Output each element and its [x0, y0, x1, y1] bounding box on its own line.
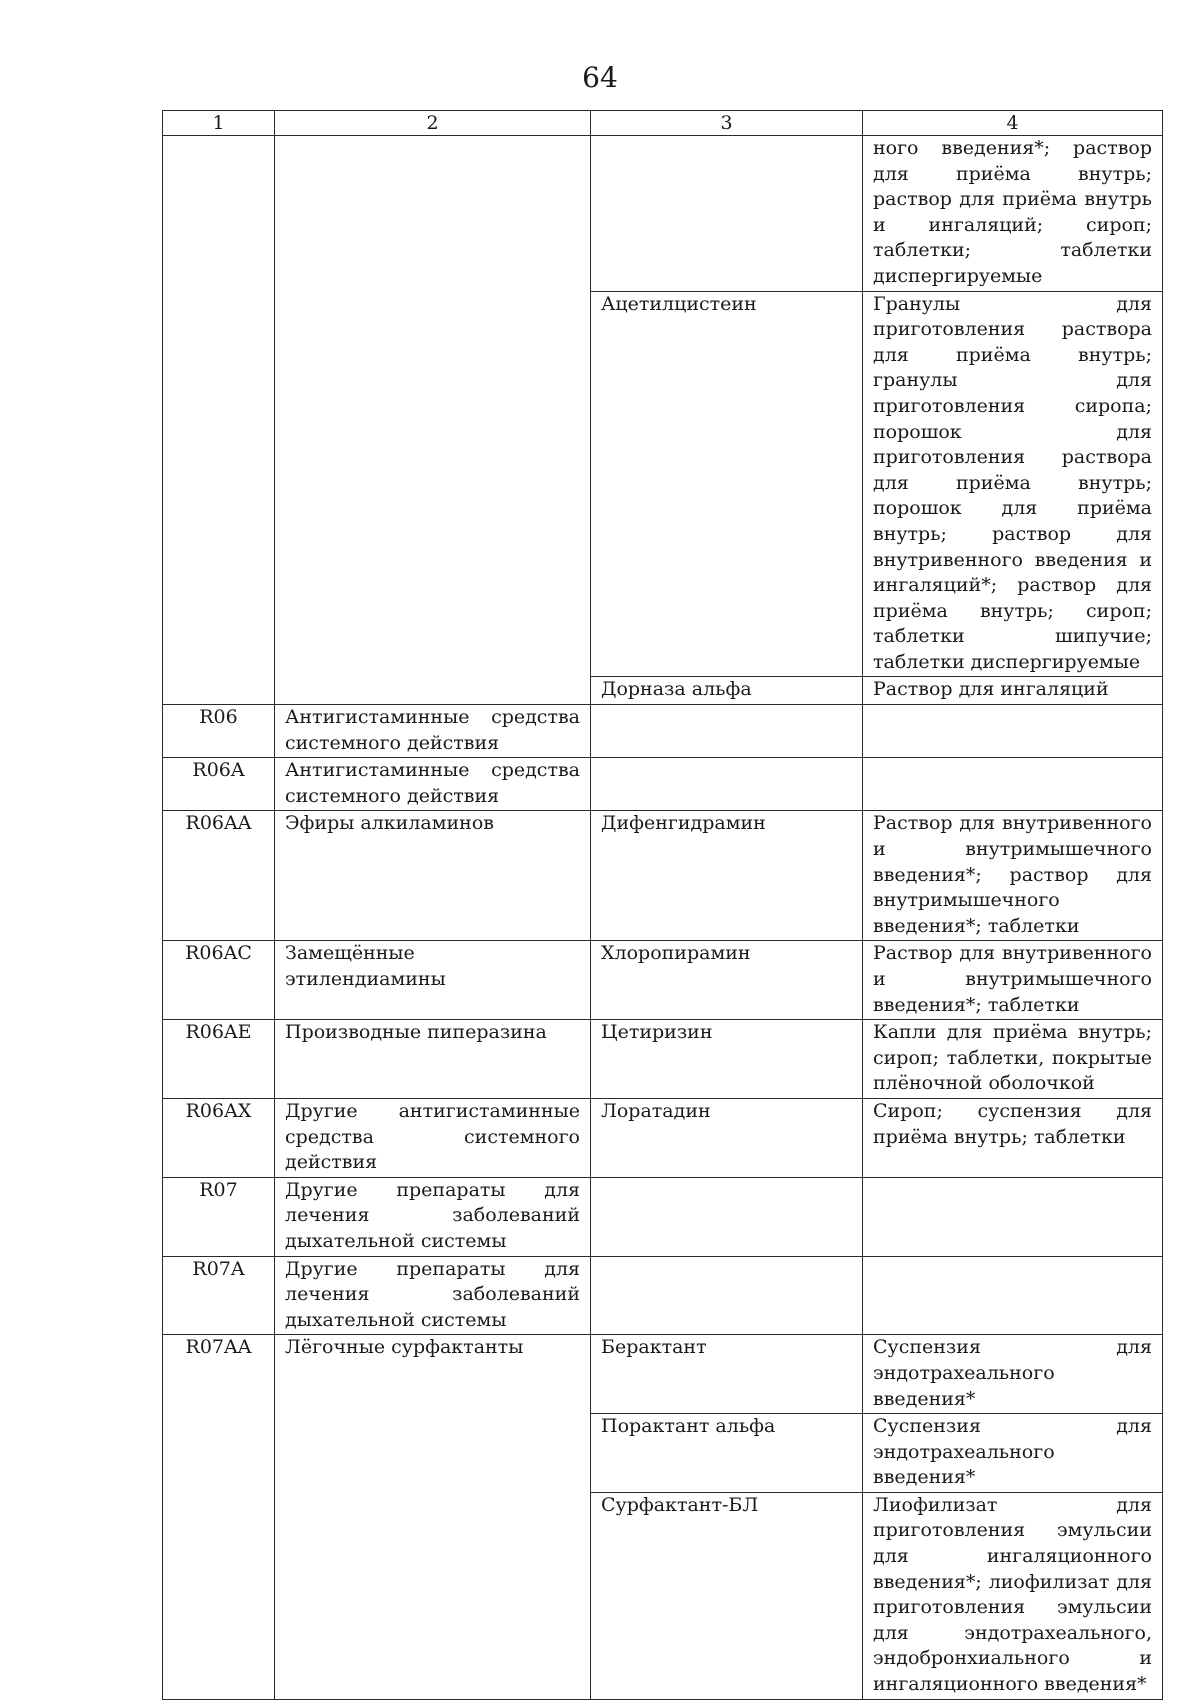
drug-name: Цетиризин — [591, 1020, 863, 1099]
atc-code: R06AA — [163, 811, 275, 941]
atc-group: Антигистаминные средства системного действия — [275, 758, 591, 811]
dosage-form: Суспензия для эндотрахеального введения* — [863, 1414, 1163, 1493]
table-row — [163, 1020, 1163, 1099]
dosage-form: Сироп; суспензия для приёма внутрь; таблетки — [863, 1098, 1163, 1177]
atc-group — [275, 136, 591, 705]
atc-code: R06AC — [163, 941, 275, 1020]
atc-code: R06A — [163, 758, 275, 811]
table-row — [163, 758, 1163, 811]
dosage-form: ного введения*; раствор для приёма внутрь; раствор для приёма внутрь и ингаляций; сироп; таблетки; таблетки диспергируемые — [863, 136, 1163, 292]
atc-group: Эфиры алкиламинов — [275, 811, 591, 941]
drug-name: Берактант — [591, 1335, 863, 1414]
atc-group: Другие препараты для лечения заболеваний дыхательной системы — [275, 1256, 591, 1335]
atc-group: Антигистаминные средства системного действия — [275, 705, 591, 758]
drug-name — [591, 1177, 863, 1256]
medicines-table — [162, 110, 1163, 1700]
dosage-form: Суспензия для эндотрахеального введения* — [863, 1335, 1163, 1414]
drug-name — [591, 758, 863, 811]
dosage-form: Раствор для внутривенного и внутримышечного введения*; таблетки — [863, 941, 1163, 1020]
table-row — [163, 811, 1163, 941]
dosage-form: Капли для приёма внутрь; сироп; таблетки, покрытые плёночной оболочкой — [863, 1020, 1163, 1099]
drug-name: Сурфактант-БЛ — [591, 1492, 863, 1699]
drug-name: Хлоропирамин — [591, 941, 863, 1020]
dosage-form: Гранулы для приготовления раствора для приёма внутрь; гранулы для приготовления сиропа; порошок для приготовления раствора для приёма внутрь; порошок для приёма внутрь; раствор для внутривенного введения и ингаляций*; раствор для приёма внутрь; сироп; таблетки шипучие; таблетки диспергируемые — [863, 291, 1163, 677]
atc-group: Производные пиперазина — [275, 1020, 591, 1099]
dosage-form: Лиофилизат для приготовления эмульсии для ингаляционного введения*; лиофилизат для приготовления эмульсии для эндотрахеального, эндобронхиального и ингаляционного введения* — [863, 1492, 1163, 1699]
atc-group: Лёгочные сурфактанты — [275, 1335, 591, 1699]
table-row — [163, 705, 1163, 758]
drug-name: Лоратадин — [591, 1098, 863, 1177]
atc-group: Замещённые этилендиамины — [275, 941, 591, 1020]
atc-code: R06AE — [163, 1020, 275, 1099]
table-row — [163, 1098, 1163, 1177]
dosage-form — [863, 705, 1163, 758]
table-row — [163, 941, 1163, 1020]
dosage-form — [863, 1256, 1163, 1335]
atc-code: R07A — [163, 1256, 275, 1335]
dosage-form: Раствор для внутривенного и внутримышечного введения*; раствор для внутримышечного введения*; таблетки — [863, 811, 1163, 941]
table-row — [163, 1335, 1163, 1414]
column-header: 4 — [863, 111, 1163, 136]
drug-name — [591, 1256, 863, 1335]
column-header: 2 — [275, 111, 591, 136]
atc-code: R06AX — [163, 1098, 275, 1177]
table-header-row — [163, 111, 1163, 136]
atc-code: R07AA — [163, 1335, 275, 1699]
table-row — [163, 1177, 1163, 1256]
column-header: 1 — [163, 111, 275, 136]
dosage-form — [863, 758, 1163, 811]
table-row — [163, 1256, 1163, 1335]
atc-code — [163, 136, 275, 705]
dosage-form: Раствор для ингаляций — [863, 677, 1163, 705]
table-row — [163, 136, 1163, 292]
drug-name: Дорназа альфа — [591, 677, 863, 705]
drug-name: Порактант альфа — [591, 1414, 863, 1493]
drug-name: Ацетилцистеин — [591, 291, 863, 677]
atc-code: R07 — [163, 1177, 275, 1256]
atc-group: Другие антигистаминные средства системного действия — [275, 1098, 591, 1177]
drug-name: Дифенгидрамин — [591, 811, 863, 941]
drug-name — [591, 705, 863, 758]
atc-code: R06 — [163, 705, 275, 758]
column-header: 3 — [591, 111, 863, 136]
atc-group: Другие препараты для лечения заболеваний дыхательной системы — [275, 1177, 591, 1256]
drug-name — [591, 136, 863, 292]
page-number: 64 — [582, 61, 618, 94]
dosage-form — [863, 1177, 1163, 1256]
